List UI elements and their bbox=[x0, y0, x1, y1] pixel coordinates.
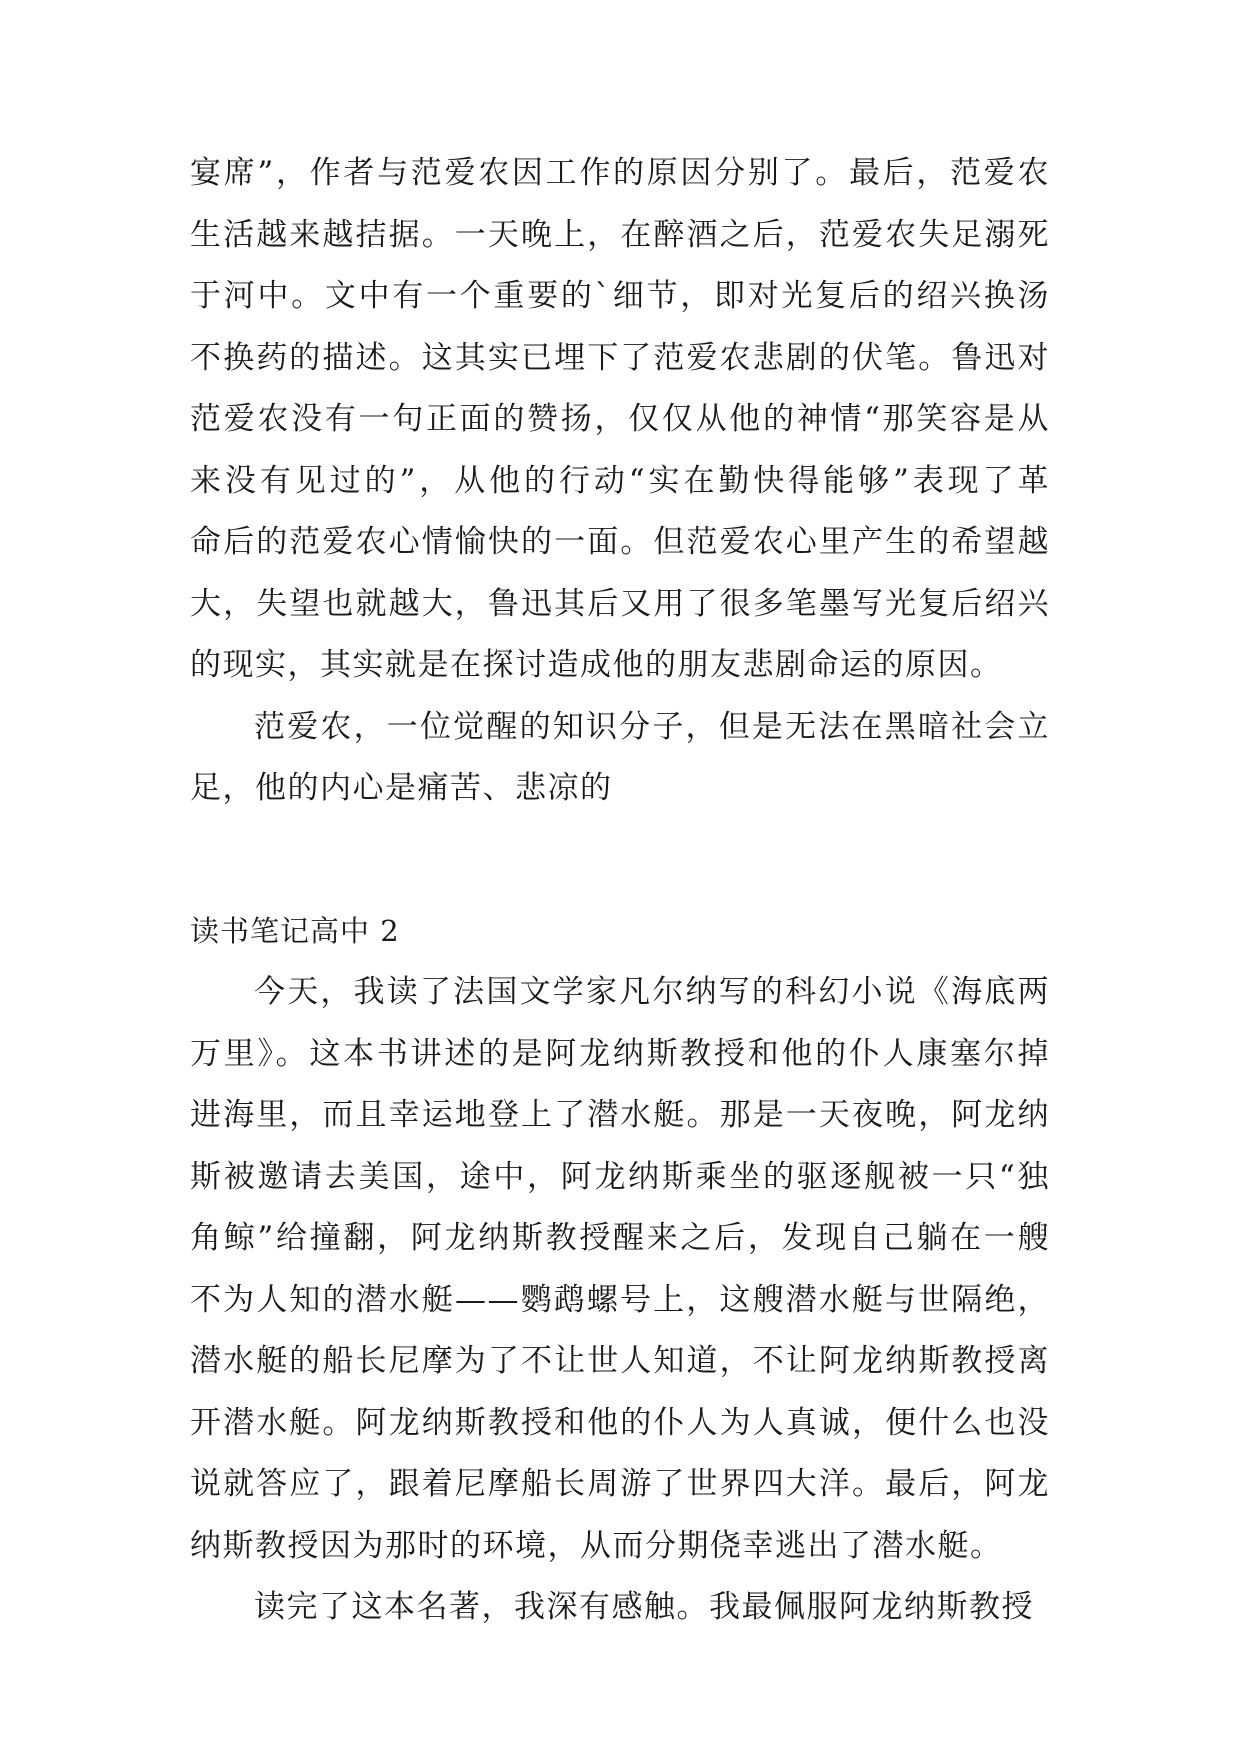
text-line: 的现实，其实就是在探讨造成他的朋友悲剧命运的原因。 bbox=[190, 647, 1003, 683]
text-line: 命后的范爱农心情愉快的一面。但范爱农心里产生的希望越 bbox=[190, 524, 1050, 560]
text-line: 说就答应了，跟着尼摩船长周游了世界四大洋。最后，阿龙 bbox=[190, 1466, 1050, 1502]
text-line: 生活越来越拮据。一天晚上，在醉酒之后，范爱农失足溺死 bbox=[190, 216, 1050, 253]
section-gap bbox=[190, 820, 1050, 901]
text-line: 范爱农没有一句正面的赞扬，仅仅从他的神情“那笑容是从 bbox=[190, 401, 1050, 437]
text-line: 潜水艇的船长尼摩为了不让世人知道，不让阿龙纳斯教授离 bbox=[190, 1343, 1050, 1379]
text-line: 进海里，而且幸运地登上了潜水艇。那是一天夜晚，阿龙纳 bbox=[190, 1097, 1050, 1133]
text-line: 范爱农，一位觉醒的知识分子，但是无法在黑暗社会立 bbox=[254, 708, 1050, 745]
section-heading: 读书笔记高中 2 bbox=[190, 913, 400, 948]
text-line: 今天，我读了法国文学家凡尔纳写的科幻小说《海底两 bbox=[254, 974, 1050, 1010]
paragraph-1 bbox=[190, 143, 1050, 697]
text-line: 大，失望也就越大，鲁迅其后又用了很多笔墨写光复后绍兴 bbox=[190, 585, 1050, 622]
paragraph-3 bbox=[190, 962, 1050, 1577]
text-line: 来没有见过的”，从他的行动“实在勤快得能够”表现了革 bbox=[190, 462, 1050, 499]
text-line: 于河中。文中有一个重要的`细节，即对光复后的绍兴换汤 bbox=[190, 278, 1050, 314]
paragraph-2 bbox=[190, 697, 1050, 820]
text-line: 足，他的内心是痛苦、悲凉的 bbox=[190, 770, 613, 806]
document-page bbox=[190, 143, 1050, 1639]
text-line: 宴席”，作者与范爱农因工作的原因分别了。最后，范爱农 bbox=[190, 155, 1050, 191]
text-line: 开潜水艇。阿龙纳斯教授和他的仆人为人真诚，便什么也没 bbox=[190, 1404, 1050, 1441]
text-line: 万里》。这本书讲述的是阿龙纳斯教授和他的仆人康塞尔掉 bbox=[190, 1035, 1050, 1072]
text-line: 纳斯教授因为那时的环境，从而分期侥幸逃出了潜水艇。 bbox=[190, 1527, 1003, 1564]
text-line: 不换药的描述。这其实已埋下了范爱农悲剧的伏笔。鲁迅对 bbox=[190, 339, 1050, 376]
text-line: 斯被邀请去美国，途中，阿龙纳斯乘坐的驱逐舰被一只“独 bbox=[190, 1158, 1050, 1195]
text-line: 不为人知的潜水艇——鹦鹉螺号上，这艘潜水艇与世隔绝， bbox=[190, 1281, 1050, 1318]
text-line: 角鲸”给撞翻，阿龙纳斯教授醒来之后，发现自己躺在一艘 bbox=[190, 1220, 1050, 1256]
paragraph-4 bbox=[190, 1577, 1050, 1639]
text-line: 读完了这本名著，我深有感触。我最佩服阿龙纳斯教授 bbox=[254, 1589, 1034, 1625]
